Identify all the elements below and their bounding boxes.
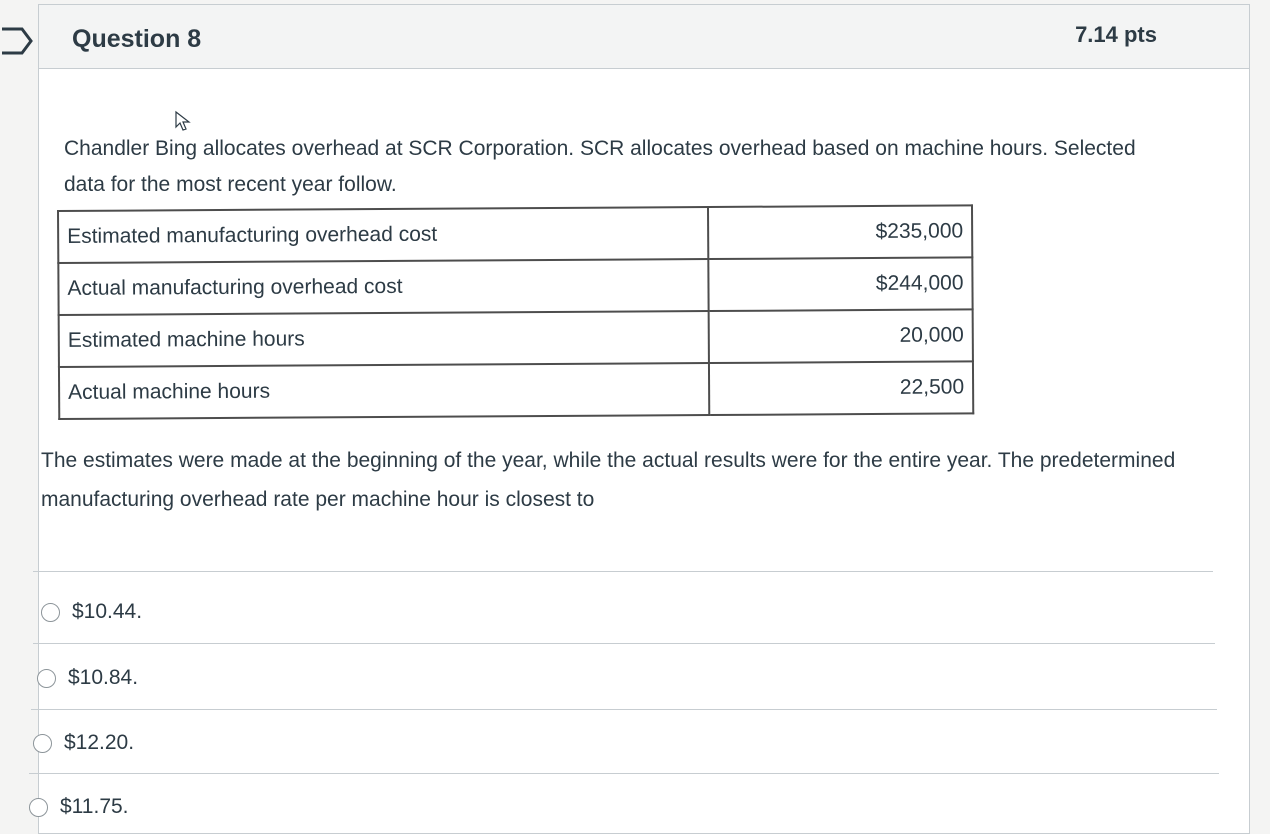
radio-button[interactable] [37,669,56,688]
question-header [39,5,1249,69]
divider [33,571,1213,572]
table-row-value: 22,500 [709,361,973,415]
question-title: Question 8 [72,25,202,53]
question-card [38,4,1250,834]
radio-button[interactable] [33,734,52,753]
question-points: 7.14 pts [1075,22,1157,47]
answer-option[interactable] [33,726,134,760]
table-row-value: 20,000 [709,309,973,363]
divider [29,773,1219,774]
table-row-value: $244,000 [708,257,972,311]
table-row-label: Estimated manufacturing overhead cost [58,207,708,263]
divider [33,643,1215,644]
question-stem: Chandler Bing allocates overhead at SCR Corporation. SCR allocates overhead based on machine hours. Selected data for the most recent year follow. [64,137,1136,196]
table-row [59,309,973,367]
question-prompt: The estimates were made at the beginning of the year, while the actual results were for the entire year. The predetermined manufacturing overhead rate per machine hour is closest to [41,449,1176,511]
answer-option[interactable] [41,595,142,629]
answer-option[interactable] [37,661,138,695]
divider [31,709,1217,710]
answer-label: $10.84. [68,666,139,689]
table-row [59,361,973,419]
answer-option[interactable] [29,790,129,824]
question-flag-icon[interactable] [0,26,34,56]
table-row-label: Actual manufacturing overhead cost [58,259,708,315]
table-row-value: $235,000 [708,205,972,259]
radio-button[interactable] [41,603,60,622]
answer-label: $11.75. [60,795,129,818]
table-row [58,205,972,263]
answer-label: $10.44. [72,600,143,623]
data-table [57,204,974,420]
answer-label: $12.20. [64,731,135,754]
table-row-label: Estimated machine hours [59,311,709,367]
radio-button[interactable] [29,798,48,817]
mouse-pointer-icon [173,110,193,132]
table-row [58,257,972,315]
table-row-label: Actual machine hours [59,363,709,419]
